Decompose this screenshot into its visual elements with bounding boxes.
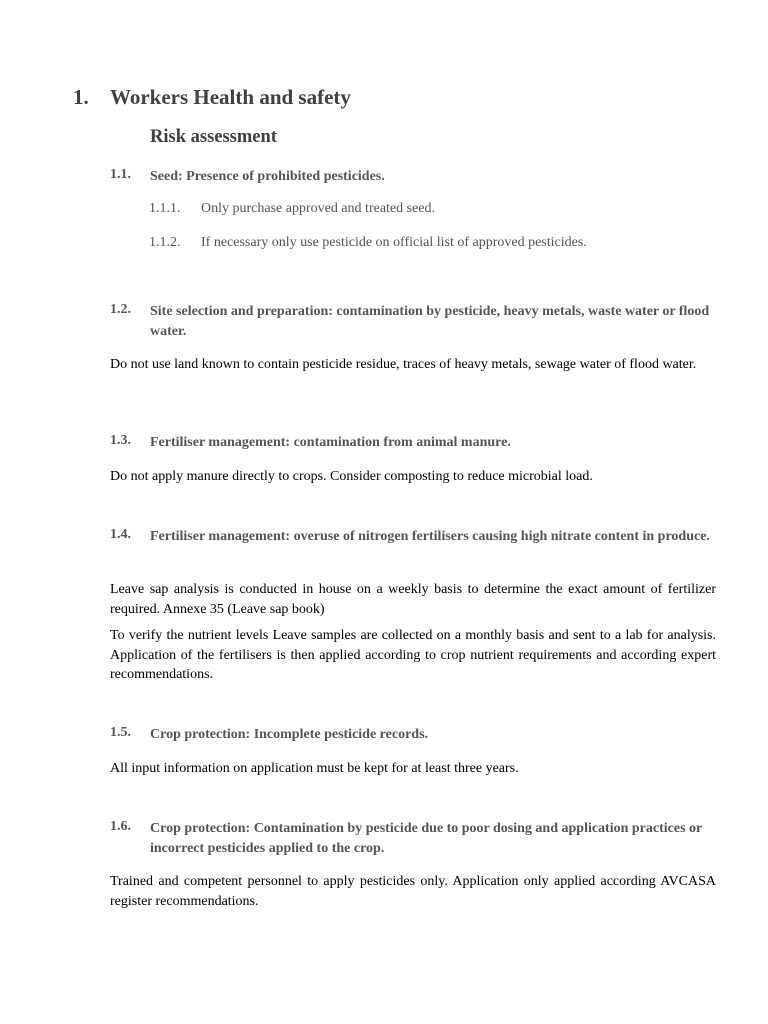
paragraph: Do not apply manure directly to crops. Consider composting to reduce microbial load. (110, 469, 593, 484)
heading-number: 1. (73, 85, 89, 109)
paragraph: Do not use land known to contain pesticide residue, traces of heavy metals, sewage water of flood water. (110, 357, 697, 372)
subitem-text: If necessary only use pesticide on official list of approved pesticides. (201, 235, 587, 250)
section-number: 1.3. (110, 433, 131, 448)
section-title: Site selection and preparation: contamination by pesticide, heavy metals, waste water or flood water. (150, 304, 710, 339)
section-number: 1.5. (110, 725, 131, 740)
section-number: 1.4. (110, 527, 131, 542)
paragraph: Trained and competent personnel to apply pesticides only. Application only applied according AVCASA register recommendations. (110, 874, 716, 909)
paragraph: Leave sap analysis is conducted in house on a weekly basis to determine the exact amount of fertilizer required. Annexe 35 (Leave sap book) (110, 582, 716, 617)
paragraph: To verify the nutrient levels Leave samples are collected on a monthly basis and sent to a lab for analysis. Application of the fertilisers is then applied according to crop nutrient requirements and according expert recommendations. (110, 628, 716, 682)
subitem-number: 1.1.1. (149, 201, 181, 216)
section-title: Fertiliser management: contamination from animal manure. (150, 435, 511, 450)
section-title: Fertiliser management: overuse of nitrogen fertilisers causing high nitrate content in produce. (150, 529, 710, 544)
section-title: Crop protection: Contamination by pesticide due to poor dosing and application practices or incorrect pesticides applied to the crop. (150, 821, 703, 856)
section-number: 1.1. (110, 167, 131, 182)
page-title: Workers Health and safety (110, 85, 351, 109)
section-title: Seed: Presence of prohibited pesticides. (150, 169, 385, 184)
subheading: Risk assessment (150, 127, 277, 147)
section-number: 1.2. (110, 302, 131, 317)
paragraph: All input information on application must be kept for at least three years. (110, 761, 519, 776)
subitem-number: 1.1.2. (149, 235, 181, 250)
subitem-text: Only purchase approved and treated seed. (201, 201, 436, 216)
section-title: Crop protection: Incomplete pesticide records. (150, 727, 429, 742)
section-number: 1.6. (110, 819, 131, 834)
